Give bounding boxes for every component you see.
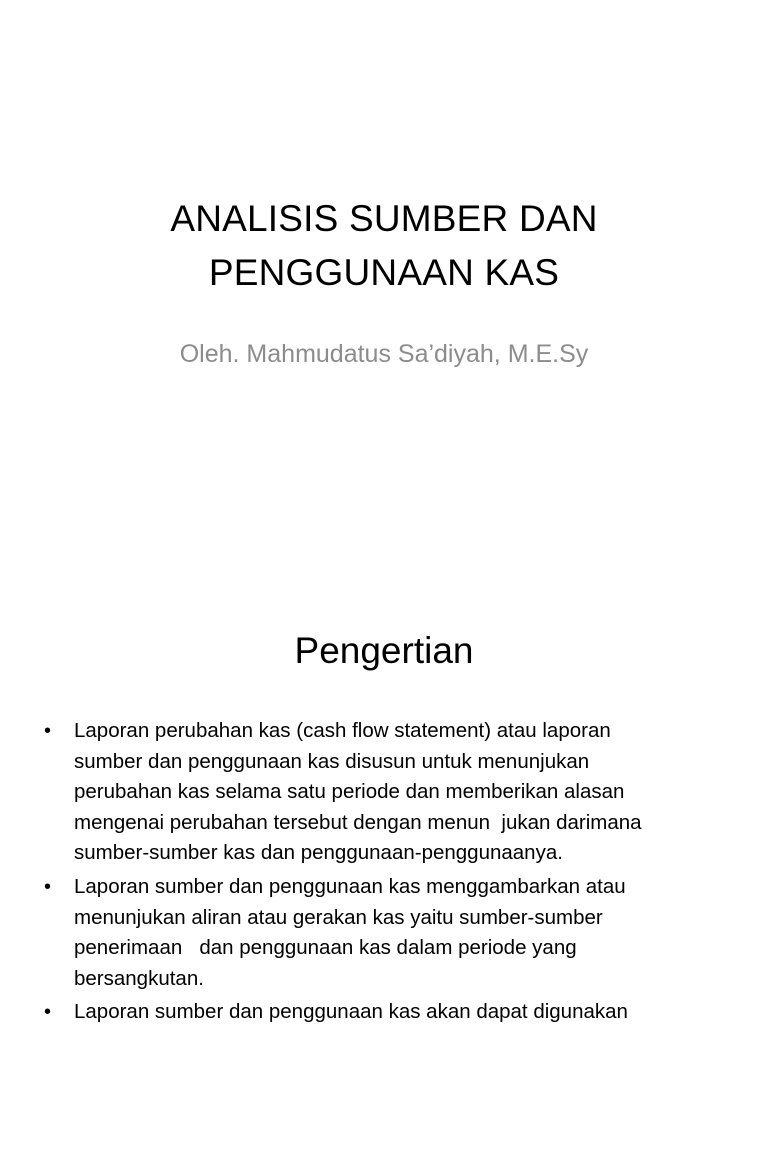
bullet-icon: • bbox=[44, 720, 52, 742]
slide-title: Pengertian bbox=[294, 630, 474, 671]
bullet-item bbox=[44, 872, 730, 994]
bullet-line: Laporan sumber dan penggunaan kas menggambarkan atau bbox=[74, 874, 626, 898]
bullet-icon: • bbox=[44, 875, 52, 898]
bullet-list bbox=[44, 716, 730, 1031]
bullet-line: Laporan perubahan kas (cash flow statement) atau laporan bbox=[74, 719, 611, 742]
presentation-title bbox=[60, 192, 708, 300]
title-line: PENGGUNAAN KAS bbox=[208, 252, 560, 293]
bullet-line: sumber-sumber kas dan penggunaan-penggunaanya. bbox=[74, 841, 563, 865]
bullet-line: menunjukan aliran atau gerakan kas yaitu sumber-sumber bbox=[74, 905, 603, 929]
bullet-line: sumber dan penggunaan kas disusun untuk menunjukan bbox=[74, 749, 590, 773]
bullet-icon: • bbox=[44, 1001, 52, 1024]
content-slide bbox=[0, 576, 768, 1152]
bullet-line: penerimaan dan penggunaan kas dalam periode yang bbox=[74, 936, 577, 960]
bullet-line: mengenai perubahan tersebut dengan menun jukan darimana bbox=[74, 810, 642, 834]
bullet-line: bersangkutan. bbox=[74, 966, 204, 990]
author-subtitle: Oleh. Mahmudatus Sa’diyah, M.E.Sy bbox=[179, 340, 589, 368]
bullet-line: perubahan kas selama satu periode dan memberikan alasan bbox=[74, 780, 625, 804]
bullet-item bbox=[44, 716, 730, 869]
bullet-item bbox=[44, 997, 730, 1028]
bullet-line: Laporan sumber dan penggunaan kas akan dapat digunakan bbox=[74, 1000, 628, 1024]
title-line: ANALISIS SUMBER DAN bbox=[170, 198, 598, 239]
